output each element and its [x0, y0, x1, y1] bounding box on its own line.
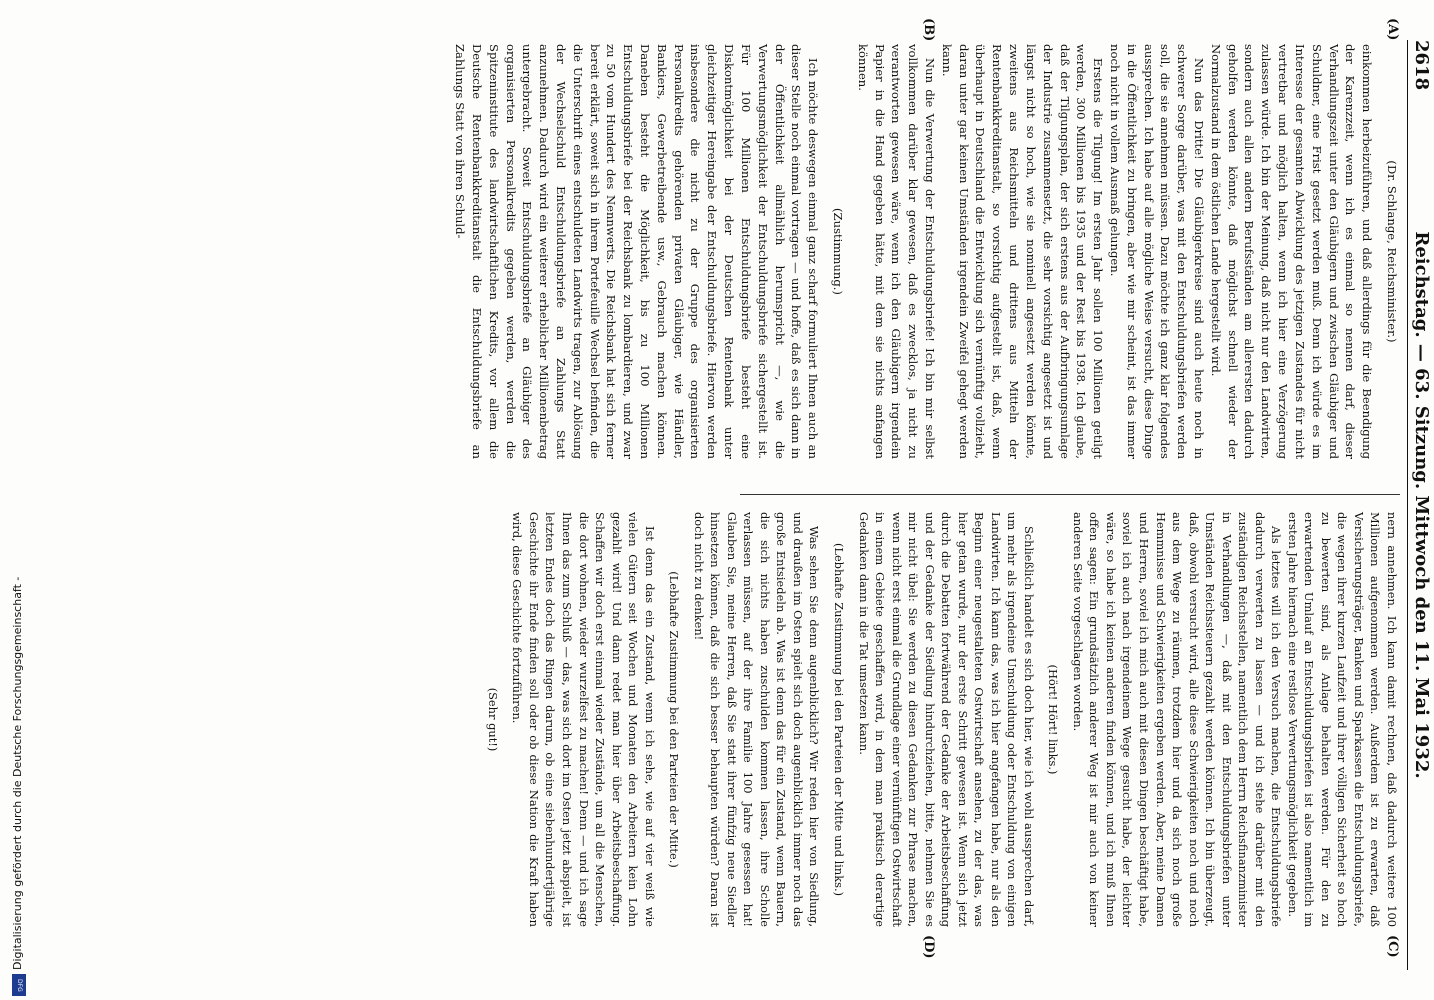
interjection: (Hört! Hört! links.) [1046, 664, 1061, 775]
page-title: Reichstag. — 63. Sitzung. Mittwoch den 11. Mai 1932. [1411, 231, 1432, 779]
credit-text: Digitalisierung gefördert durch die Deutsche Forschungsgemeinschaft - [11, 576, 24, 970]
paragraph: Schließlich handelt es sich doch hier, wie ich wohl aussprechen darf, um mehr als irgendeine Umschuldung oder Entschuldung von einigen Landwirten. Ich kann das, was ich hier angefangen habe, nur als den Beginn einer neugestalteten Ostwirtschaft ansehen, zu der das, was hier getan wurde, nur der erste Schritt gewesen ist. Wenn sich jetzt durch die Debatten fortwährend der Gedanke der Arbeitsbeschaffung und der Gedanke der Siedlung hindurchziehen, bitte, nehmen Sie es mir nicht übel: Sie werden zu diesen Gedanken zur Phrase machen, wenn nicht erst einmal die Grundlage einer vernünftigen Ostwirtschaft in einem Gebiete geschaffen wird, in dem man praktisch derartige Gedanken dann in die Tat umsetzen kann. [856, 512, 1036, 927]
interjection: (Lebhafte Zustimmung bei den Parteien der Mitte.) [667, 571, 682, 868]
left-column [451, 44, 1400, 459]
margin-marker-a: (A) [1385, 18, 1400, 41]
paragraph: einkommen herbeizuführen, und daß allerdings für die Beendigung der Karenzzeit, wenn ich es einmal so nennen darf, dieser Verhandlungszeit unter den Gläubigern und zwischen Gläubiger und Schuldner, eine Frist gesetzt werden muß. Denn ich würde es im Interesse der gesamten Abwicklung des jetzigen Zustandes für nicht vertretbar und möglich halten, wenn ich hier eine Verzögerung zulassen würde. Ich bin der Meinung, daß nicht nur den Landwirten, sondern auch allen andern Berufsständen am allerersten dadurch geholfen werden könnte, daß möglichst schnell wieder der Normalzustand in dem östlichen Lande hergestellt wird. [1208, 44, 1375, 459]
paragraph: nern annehmen. Ich kann damit rechnen, daß dadurch weitere 100 Millionen aufgenommen werden. Außerdem ist zu erwarten, daß Versicherungsträger, Banken und Sparkassen die Entschuldungsbriefe, die wegen ihrer kurzen Laufzeit und ihrer völligen Sicherheit so hoch zu bewerten sind, als Anlage behalten werden. Für den zu erwartenden Umlauf an Entschuldungsbriefen ist also namentlich im ersten Jahre hiernach eine restlose Verwertungsmöglichkeit gegeben. [1285, 512, 1399, 927]
right-column [476, 512, 1400, 927]
speaker-line: (Dr. Schlange, Reichsminister.) [1385, 160, 1399, 343]
margin-marker-b: (B) [921, 18, 936, 42]
paragraph: Erstens die Tilgung! Im ersten Jahr sollen 100 Millionen getilgt werden, 300 Millionen bis 1935 und der Rest bis 1938. Ich glaube, daß der Tilgungsplan, der sich erstens aus der Aufbringungsumlage der Industrie zusammensetzt, die sehr vorsichtig angesetzt ist und längst nicht so hoch, wie sie nominell angesetzt werden könnte, zweitens aus Reichsmitteln und drittens aus Mitteln der Rentenbankkreditanstalt, so vorsichtig aufgestellt ist, daß, wenn überhaupt in Deutschland die Entwicklung sich vernünftig vollzieht, daran unter gar keinen Umständen irgendein Zweifel gehegt werden kann. [939, 44, 1106, 459]
interjection: (Zustimmung.) [831, 208, 845, 295]
page-header [1407, 40, 1432, 970]
margin-marker-d: (D) [921, 935, 936, 959]
digitization-credit [6, 576, 24, 1000]
interjection: (Lebhafte Zustimmung bei den Parteien der Mitte und links.) [832, 542, 846, 897]
paragraph: Was sehen Sie denn augenblicklich? Wir reden hier von Siedlung, und draußen im Osten spielt sich doch augenblicklich immer noch das große Entsiedeln ab. Was ist denn das für ein Zustand, wenn Bauern, die sich nichts haben zuschulden kommen lassen, ihre Scholle verlassen müssen, auf der ihre Familie 100 Jahre gesessen hat! Glauben Sie, meine Herren, daß Sie statt ihrer fünfzig neue Siedler hinsetzen können, daß die sich besser behaupten würden? Daran ist doch nicht zu denken! [691, 512, 822, 927]
paragraph: Als letztes will ich den Versuch machen, die Entschuldungsbriefe dadurch verwerten zu lassen — und ich stehe darüber mit den zuständigen Reichsstellen, namentlich dem Herrn Reichsfinanzminister in Verhandlungen —, daß mit den Entschuldungsbriefen unter Umständen Reichssteuern gezahlt werden können. Ich bin überzeugt, daß, obwohl versucht wird, alle diese Schwierigkeiten noch und noch aus dem Wege zu räumen, trotzdem hier und da sich noch große Hemmnisse und Schwierigkeiten ergeben werden. Aber, meine Damen und Herren, soviel ich mich auch mit diesen Dingen beschäftigt habe, soviel ich auch nach irgendeinem Wege gesucht habe, der leichter wäre, so habe ich keinen anderen finden können, und ich muß Ihnen offen sagen: Ein grundsätzlich anderer Weg ist mir auch von keiner anderen Seite vorgeschlagen worden. [1070, 512, 1284, 927]
margin-marker-c: (C) [1385, 935, 1400, 958]
interjection: (Sehr gut!) [485, 687, 500, 752]
page-number: 2618 [1411, 40, 1432, 91]
column-divider [740, 494, 1400, 495]
paragraph: Ist denn das ein Zustand, wenn ich sehe, wie auf vier weiß wie vielen Gütern seit Wochen und Monaten den Arbeitern kein Lohn gezahlt wird! Und dann redet man hier über Arbeitsbeschaffung. Schaffen wir doch erst einmal wieder Zustände, um all die Menschen, die dort wohnen, wieder wurzelfest zu machen! Denn — und ich sage Ihnen das zum Schluß — das, was sich dort im Osten jetzt abspielt, ist letzten Endes doch das Ringen darum, ob eine siebenhundertjährige Geschichte ihr Ende finden soll oder ob diese Nation die Kraft haben wird, diese Geschichte fortzuführen. [510, 512, 657, 927]
paragraph: Nun die Verwertung der Entschuldungsbriefe! Ich bin mir selbst vollkommen darüber klar gewesen, daß es zwecklos, ja nicht zu verantworten gewesen wäre, wenn ich den Gläubigern irgendein Papier in die Hand gegeben hätte, mit dem sie nichts anfangen können. [855, 44, 938, 459]
paragraph: Nun das Dritte! Die Gläubigerkreise sind auch heute noch in schwerer Sorge darüber, was mit den Entschuldungsbriefen werden soll, die sie annehmen müssen. Dazu möchte ich ganz klar folgendes aussprechen. Ich habe auf alle mögliche Weise versucht, diese Dinge in die Öffentlichkeit zu bringen, aber wie mir scheint, ist das immer noch nicht in vollem Ausmaß gelungen. [1108, 44, 1207, 459]
dfg-logo: DFG [12, 974, 26, 996]
paragraph: Ich möchte deswegen einmal ganz scharf formuliert Ihnen auch an dieser Stelle noch einmal vortragen — und hoffe, daß es sich dann in der Öffentlichkeit allmählich herumspricht —, wie die Verwertungsmöglichkeit der Entschuldungsbriefe sichergestellt ist. Für 100 Millionen Entschuldungsbriefe besteht eine Diskontmöglichkeit bei der Deutschen Rentenbank unter gleichzeitiger Hereingabe der Entschuldungsbriefe. Hiervon werden insbesondere die nicht zu der Gruppe des organisierten Personalkredits gehörenden privaten Gläubiger, wie Händler, Bankiers, Gewerbetreibende usw., Gebrauch machen können. Daneben besteht die Möglichkeit, bis zu 100 Millionen Entschuldungsbriefe bei der Reichsbank zu lombardieren, und zwar zu 50 vom Hundert des Nennwerts. Die Reichsbank hat sich ferner bereit erklärt, soweit sich in ihrem Portefeuille Wechsel befinden, die die Unterschrift eines entschuldeten Landwirts tragen, zur Ablösung der Wechselschuld Entschuldungsbriefe an Zahlungs Statt anzunehmen. Dadurch wird ein weiterer erheblicher Millionenbetrag untergebracht. Soweit Entschuldungsbriefe an Gläubiger des organisierten Personalkredits gegeben werden, werden die Spitzeninstitute des landwirtschaftlichen Kredits, vor allem die Deutsche Rentenbankkreditanstalt die Entschuldungsbriefe an Zahlungs Statt von ihren Schuld- [453, 44, 821, 459]
